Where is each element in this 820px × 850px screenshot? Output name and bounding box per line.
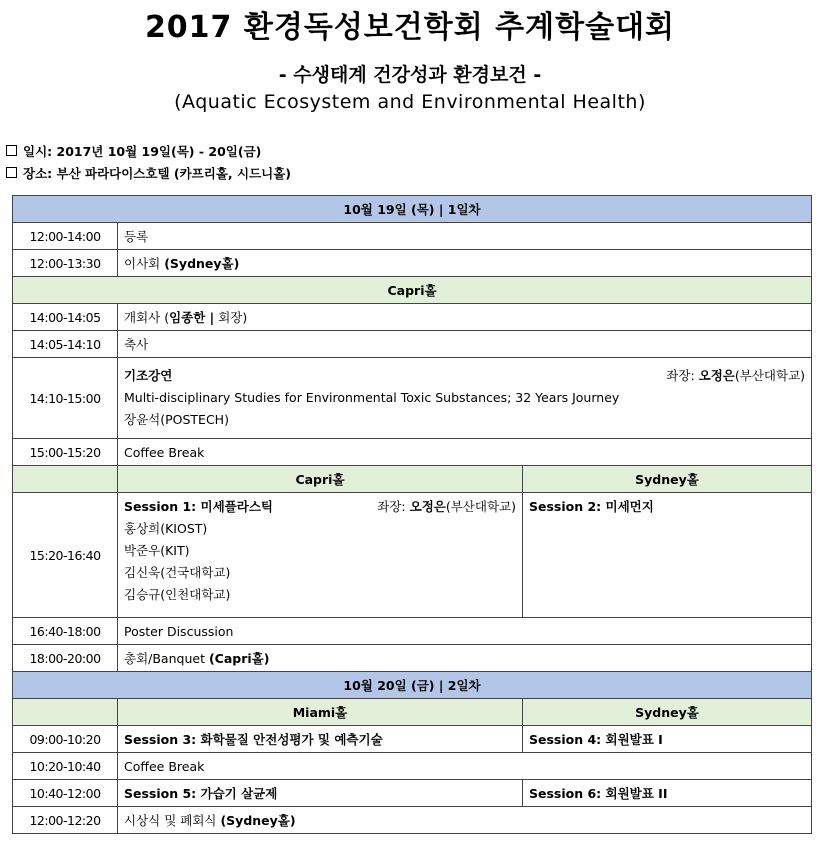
keynote-title: 기조강연	[124, 368, 173, 383]
table-row	[13, 618, 812, 645]
session1-cell	[118, 493, 523, 618]
time-cell: 14:10-15:00	[13, 358, 118, 439]
venue-text: 장소: 부산 파라다이스호텔 (카프리홀, 시드니홀)	[23, 166, 292, 181]
event-cell: Poster Discussion	[118, 618, 812, 645]
time-cell: 14:00-14:05	[13, 304, 118, 331]
keynote-speaker: 장윤석(POSTECH)	[124, 412, 229, 427]
page-title: 2017 환경독성보건학회 추계학술대회	[144, 10, 676, 45]
event-cell	[118, 250, 812, 277]
keynote-talk: Multi-disciplinary Studies for Environmental Toxic Substances; 32 Years Journey	[124, 390, 620, 405]
event-cell: 등록	[118, 223, 812, 250]
hall-header-right: Sydney홀	[523, 466, 812, 493]
hall-header-right: Sydney홀	[523, 699, 812, 726]
keynote-row	[13, 358, 812, 439]
hall-header-row	[13, 277, 812, 304]
hall-split-row	[13, 466, 812, 493]
day-header: 10월 20일 (금) | 2일차	[13, 672, 812, 699]
event-cell: Coffee Break	[118, 753, 812, 780]
venue-info	[6, 164, 291, 182]
table-row	[13, 304, 812, 331]
event-cell: 축사	[118, 331, 812, 358]
table-row	[13, 645, 812, 672]
time-cell: 14:05-14:10	[13, 331, 118, 358]
event-location: (Capri홀)	[208, 651, 270, 666]
time-cell: 10:40-12:00	[13, 780, 118, 807]
session-row	[13, 493, 812, 618]
speaker: 김신욱(건국대학교)	[124, 565, 231, 580]
session-title: Session 5: 가습기 살균제	[118, 780, 523, 807]
day-header: 10월 19일 (목) | 1일차	[13, 196, 812, 223]
event-location: (Sydney홀)	[164, 256, 240, 271]
time-cell: 10:20-10:40	[13, 753, 118, 780]
hall-split-row	[13, 699, 812, 726]
checkbox-square-icon	[6, 167, 17, 178]
session-title: Session 2: 미세먼지	[529, 499, 654, 514]
time-cell: 15:20-16:40	[13, 493, 118, 618]
speaker: 박준우(KIT)	[124, 543, 190, 558]
event-location: (Sydney홀)	[220, 813, 296, 828]
checkbox-square-icon	[6, 145, 17, 156]
subtitle-english: (Aquatic Ecosystem and Environmental Health)	[174, 91, 646, 113]
hall-header-left: Capri홀	[118, 466, 523, 493]
day1-header-row	[13, 196, 812, 223]
table-row	[13, 753, 812, 780]
event-cell	[118, 645, 812, 672]
time-cell: 12:00-14:00	[13, 223, 118, 250]
session-title: Session 6: 회원발표 II	[523, 780, 812, 807]
event-text: 개회사 (	[124, 310, 170, 325]
event-text-tail: 회장)	[214, 310, 248, 325]
subtitle: - 수생태계 건강성과 환경보건 -	[278, 64, 542, 86]
session2-cell	[523, 493, 812, 618]
speaker-name: 임종한 |	[169, 310, 215, 325]
table-row	[13, 223, 812, 250]
hall-header: Capri홀	[13, 277, 812, 304]
event-text: 총회/Banquet	[124, 651, 209, 666]
speaker: 홍상희(KIOST)	[124, 521, 208, 536]
time-cell: 18:00-20:00	[13, 645, 118, 672]
session-title: Session 4: 회원발표 I	[523, 726, 812, 753]
table-row	[13, 726, 812, 753]
event-cell	[118, 304, 812, 331]
day2-header-row	[13, 672, 812, 699]
date-text: 일시: 2017년 10월 19일(목) - 20일(금)	[23, 144, 262, 159]
time-cell: 12:00-13:30	[13, 250, 118, 277]
session-title: Session 3: 화학물질 안전성평가 및 예측기술	[118, 726, 523, 753]
time-cell: 15:00-15:20	[13, 439, 118, 466]
time-cell: 12:00-12:20	[13, 807, 118, 834]
chair-info: 좌장: 오정은(부산대학교)	[377, 499, 516, 514]
event-cell	[118, 807, 812, 834]
speaker: 김승규(인천대학교)	[124, 587, 231, 602]
event-cell: Coffee Break	[118, 439, 812, 466]
table-row	[13, 780, 812, 807]
table-row	[13, 250, 812, 277]
table-row	[13, 807, 812, 834]
time-cell: 16:40-18:00	[13, 618, 118, 645]
keynote-cell	[118, 358, 812, 439]
chair-info: 좌장: 오정은(부산대학교)	[666, 368, 806, 383]
table-row	[13, 331, 812, 358]
event-text: 시상식 및 폐회식	[124, 813, 221, 828]
hall-header-left: Miami홀	[118, 699, 523, 726]
event-text: 이사회	[124, 256, 161, 271]
schedule-table	[12, 195, 812, 834]
table-row	[13, 439, 812, 466]
session-title: Session 1: 미세플라스틱	[124, 499, 273, 514]
date-info	[6, 142, 261, 160]
time-cell: 09:00-10:20	[13, 726, 118, 753]
